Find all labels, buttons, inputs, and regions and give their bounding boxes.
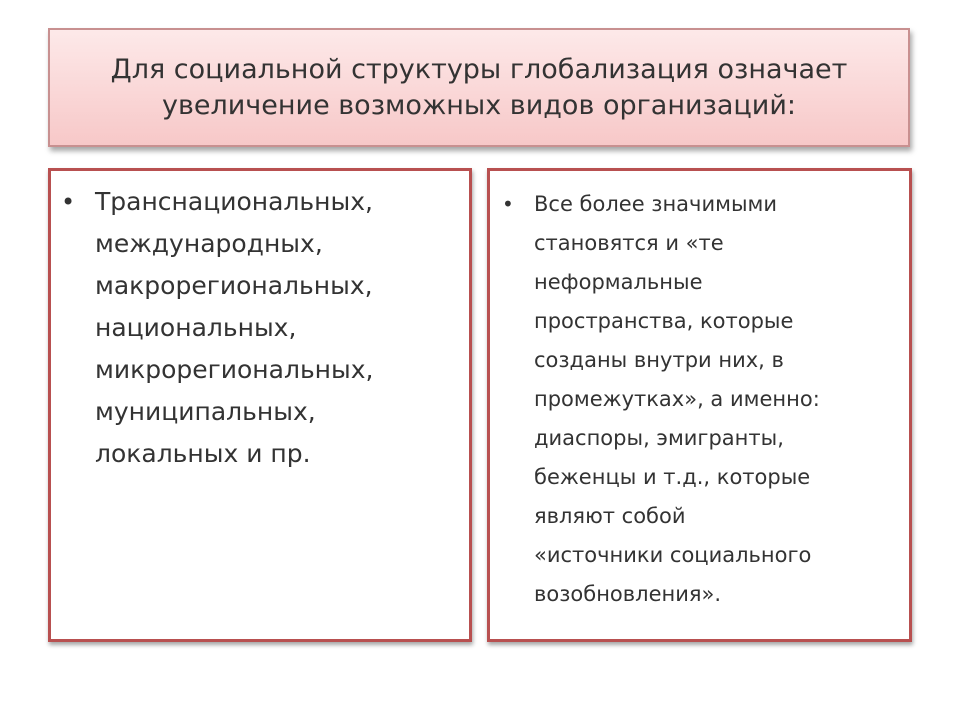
left-content-panel — [48, 168, 472, 642]
left-bullet-item — [61, 181, 459, 475]
right-content-panel — [487, 168, 912, 642]
slide-title-box — [48, 28, 910, 147]
bullet-icon: • — [502, 192, 514, 216]
right-bullet-item — [502, 185, 901, 614]
slide-title: Для социальной структуры глобализация означает увеличение возможных видов организаций: — [110, 53, 848, 121]
left-bullet-text: Транснациональных, международных, макрорегиональных, национальных, микрорегиональных, муниципальных, локальных и пр. — [95, 187, 374, 468]
right-bullet-text: Все более значимыми становятся и «те неформальные пространства, которые созданы внутри них, в промежутках», а именно: диаспоры, эмигранты, беженцы и т.д., которые являют собой «источники социального возобновления». — [534, 192, 820, 606]
bullet-icon: • — [61, 188, 76, 216]
